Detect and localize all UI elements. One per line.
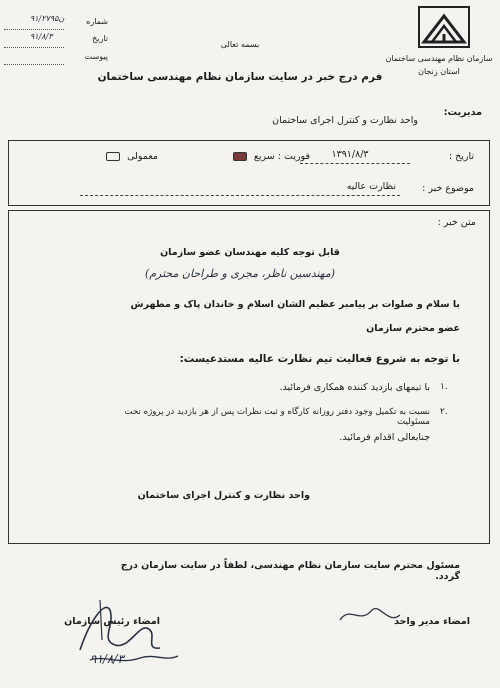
subject-line	[80, 195, 400, 196]
item-2-text: نسبت به تکمیل وجود دفتر روزانه کارگاه و ثبت نظرات پس از هر بازدید در پروژه تحت مسئولیت	[124, 407, 430, 427]
info-date-label: تاریخ :	[448, 151, 474, 162]
sender-unit: واحد نظارت و کنترل اجرای ساختمان	[137, 490, 310, 501]
invocation: بسمه تعالی	[220, 40, 260, 49]
urgency-normal-checkbox[interactable]	[106, 152, 120, 161]
org-province: استان زنجان	[418, 67, 460, 76]
date-line	[4, 47, 64, 48]
manager-signature	[330, 595, 410, 635]
handwritten-note: (مهندسین ناظر، مجری و طراحان محترم)	[144, 267, 336, 280]
attachment-label: پیوست	[84, 52, 108, 61]
urgency-fast-checkbox[interactable]	[233, 152, 247, 161]
date-label: تاریخ	[92, 34, 108, 43]
news-text-label: متن خبر :	[437, 217, 476, 228]
publish-request: مسئول محترم سایت سازمان نظام مهندسی، لطفاً در سایت سازمان درج گردد.	[120, 560, 460, 582]
address-line: عضو محترم سازمان	[366, 323, 460, 334]
date-value: ۹۱/۸/۳	[30, 32, 53, 41]
item-1-number: ۱.	[440, 382, 448, 392]
info-date-line	[300, 163, 410, 164]
number-value: ۹۱/۲۷۹۵ن	[30, 14, 65, 23]
item-2-continuation: جنابعالی اقدام فرمائید.	[339, 432, 430, 443]
item-2-number: ۲.	[440, 407, 448, 417]
urgency-label: فوریت :	[277, 151, 310, 162]
notice-line: قابل توجه کلیه مهندسان عضو سازمان	[160, 247, 340, 258]
urgency-group	[190, 151, 310, 162]
number-label: شماره	[86, 17, 108, 26]
item-1-text: با تیمهای بازدید کننده همکاری فرمائید.	[279, 382, 430, 393]
management-label: مدیریت:	[443, 107, 482, 118]
info-date-value: ۱۳۹۱/۸/۳	[331, 149, 369, 160]
handwritten-date: ۹۱/۸/۳	[90, 652, 124, 666]
subject-value: نظارت عالیه	[346, 181, 396, 192]
urgency-fast-label: سریع	[253, 151, 275, 162]
org-name: سازمان نظام مهندسی ساختمان	[385, 54, 493, 63]
number-line	[4, 29, 64, 30]
attachment-line	[4, 64, 64, 65]
form-title: فرم درج خبر در سایت سازمان نظام مهندسی ساختمان	[97, 71, 383, 83]
subject-label: موضوع خبر :	[422, 183, 474, 194]
greeting: با سلام و صلوات بر پیامبر عظیم الشان اسلام و خاندان پاک و مطهرش	[130, 299, 460, 310]
management-value: واحد نظارت و کنترل اجرای ساختمان	[272, 115, 418, 126]
urgency-normal-label: معمولی	[127, 151, 158, 162]
headline: با توجه به شروع فعالیت تیم نظارت عالیه مستدعیست:	[179, 353, 460, 365]
urgency-normal-group	[88, 151, 158, 162]
manager-signature-label: امضاء مدیر واحد	[394, 616, 470, 627]
president-signature-label: امضاء رئیس سازمان	[64, 616, 160, 627]
info-box	[8, 140, 490, 206]
organization-logo	[418, 6, 470, 48]
